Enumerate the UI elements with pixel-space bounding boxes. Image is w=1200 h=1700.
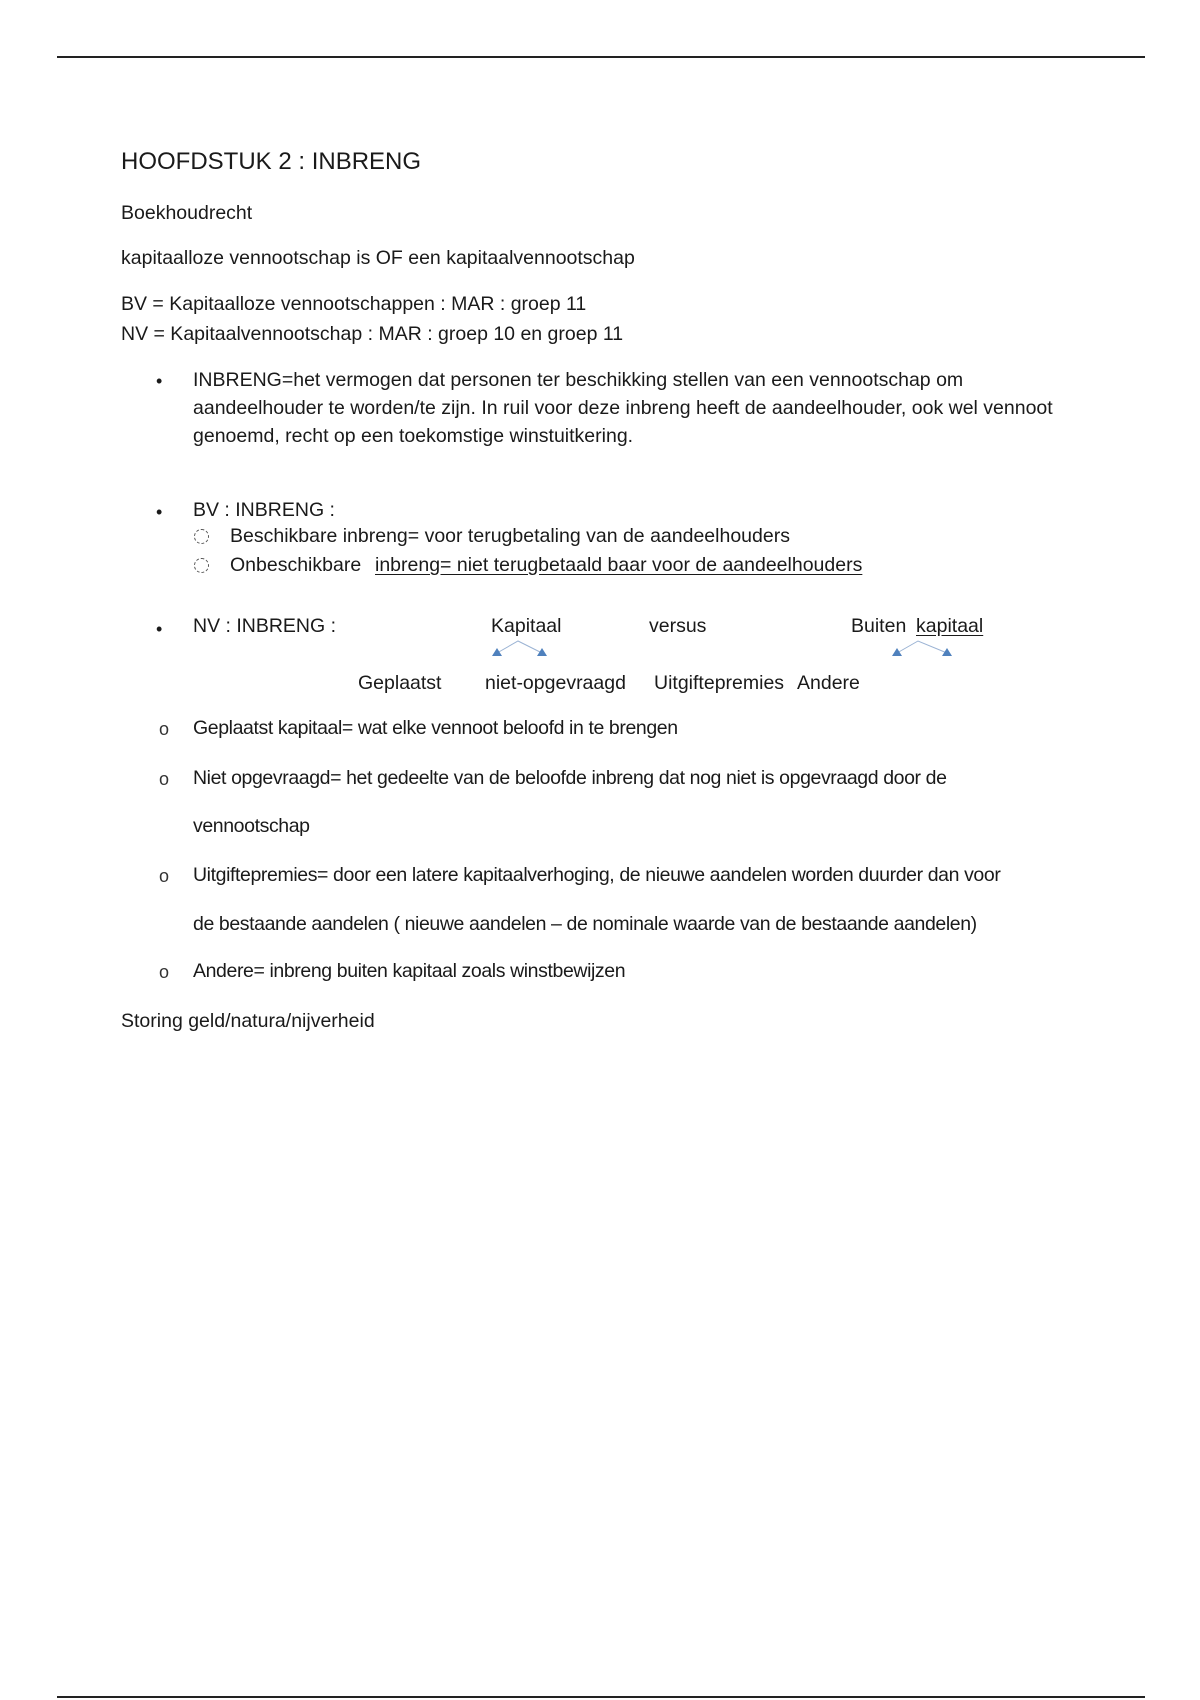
sub-item-onbeschikbaar-label: Onbeschikbare <box>230 554 362 576</box>
tree-node-buiten: Buiten <box>851 615 907 637</box>
bullet-paragraph-inbreng: INBRENG=het vermogen dat personen ter beschikking stellen van een vennootschap om aandeelhouder te worden/te zijn. In ruil voor deze inbreng heeft de aandeelhouder, ook wel vennoot genoemd, recht op een toekomstige winstuitkering. <box>193 369 1053 447</box>
list-item-andere: Andere= inbreng buiten kapitaal zoals winstbewijzen <box>193 960 626 982</box>
list-item-uitgiftepremies-cont: de bestaande aandelen ( nieuwe aandelen – de nominale waarde van de bestaande aandelen) <box>193 913 977 935</box>
circle-bullet-icon: o <box>159 866 170 886</box>
header-rule <box>57 56 1145 58</box>
text-line: kapitaalloze vennootschap is OF een kapitaalvennootschap <box>121 247 635 269</box>
bullet-icon: • <box>156 502 163 522</box>
tree-connector-buiten <box>880 638 960 660</box>
list-item-niet-opgevraagd: Niet opgevraagd= het gedeelte van de beloofde inbreng dat nog niet is opgevraagd door de <box>193 767 947 789</box>
bullet-icon: • <box>156 371 163 391</box>
dashed-circle-icon <box>194 529 209 544</box>
list-item-uitgiftepremies: Uitgiftepremies= door een latere kapitaalverhoging, de nieuwe aandelen worden duurder dan voor <box>193 864 1001 886</box>
circle-bullet-icon: o <box>159 962 170 982</box>
circle-bullet-icon: o <box>159 719 170 739</box>
tree-connector-kapitaal <box>480 638 560 660</box>
tree-node-buiten-kapitaal: kapitaal <box>916 615 984 637</box>
dashed-circle-icon <box>194 558 209 573</box>
list-item-geplaatst: Geplaatst kapitaal= wat elke vennoot beloofd in te brengen <box>193 717 678 739</box>
footer-rule <box>57 1696 1145 1698</box>
footer-text: Storing geld/natura/nijverheid <box>121 1010 375 1032</box>
list-item-niet-opgevraagd-cont: vennootschap <box>193 815 310 837</box>
sub-item-onbeschikbaar-text: inbreng= niet terugbetaald baar voor de aandeelhouders <box>375 554 863 576</box>
text-line-bv: BV = Kapitaalloze vennootschappen : MAR : groep 11 <box>121 293 587 315</box>
bullet-nv: NV : INBRENG : <box>193 615 337 637</box>
text-line-nv: NV = Kapitaalvennootschap : MAR : groep 10 en groep 11 <box>121 323 624 345</box>
subtitle: Boekhoudrecht <box>121 202 253 224</box>
tree-versus: versus <box>649 615 707 637</box>
tree-leaf-niet-opgevraagd: niet-opgevraagd <box>485 672 626 694</box>
circle-bullet-icon: o <box>159 769 170 789</box>
tree-node-kapitaal: Kapitaal <box>491 615 562 637</box>
tree-leaf-uitgiftepremies: Uitgiftepremies <box>654 672 785 694</box>
sub-item-beschikbaar: Beschikbare inbreng= voor terugbetaling van de aandeelhouders <box>230 525 790 547</box>
page-title: HOOFDSTUK 2 : INBRENG <box>121 148 422 175</box>
bullet-icon: • <box>156 619 163 639</box>
tree-leaf-geplaatst: Geplaatst <box>358 672 442 694</box>
bullet-bv: BV : INBRENG : <box>193 499 335 521</box>
tree-leaf-andere: Andere <box>797 672 860 694</box>
